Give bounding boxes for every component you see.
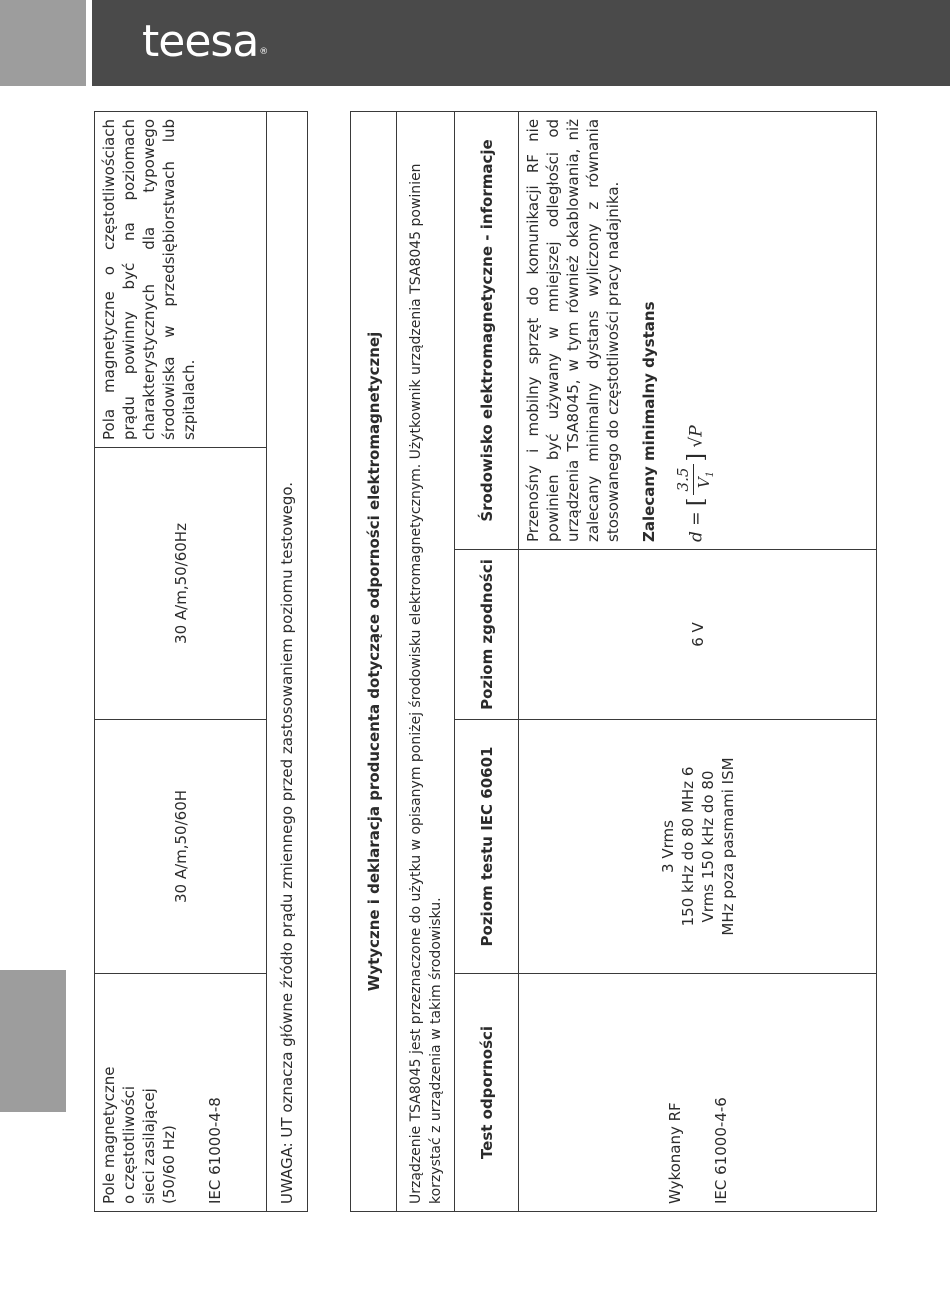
header-test: Test odporności	[455, 974, 519, 1212]
level-line: 3 Vrms	[658, 820, 677, 873]
header-compliance: Poziom zgodności	[455, 550, 519, 720]
min-distance-label: Zalecany minimalny dystans	[640, 301, 658, 542]
rf-compliance: 6 V	[519, 550, 877, 720]
side-tab	[0, 970, 66, 1112]
header-environment: Środowisko elektromagnetyczne - informacje	[455, 111, 519, 549]
header-level: Poziom testu IEC 60601	[455, 720, 519, 974]
formula-lhs: d =	[686, 511, 707, 542]
test-line: Pole magnetyczne	[100, 1066, 118, 1204]
test-cell	[95, 974, 267, 1212]
standard: IEC 61000-4-8	[206, 1097, 224, 1204]
rf-environment-cell	[519, 111, 877, 549]
formula-rhs: √P	[686, 425, 707, 448]
test-line: (50/60 Hz)	[160, 1125, 178, 1204]
rf-immunity-table	[350, 112, 877, 1212]
formula-denominator: V	[695, 477, 713, 489]
test-line: sieci zasilającej	[140, 1088, 158, 1204]
table-intro: Urządzenie TSA8045 jest przeznaczone do użytku w opisanym poniżej środowisku elektromagnetycznym. Użytkownik urządzenia TSA8045 powinien korzystać z urządzenia w takim środowisku.	[397, 111, 455, 1211]
rf-level-cell	[519, 720, 877, 974]
compliance-level: 30 A/m,50/60Hz	[95, 448, 267, 720]
test-line: o częstotliwości	[120, 1085, 138, 1204]
rf-environment: Przenośny i mobilny sprzęt do komunikacji RF nie powinien być używany w mniejszej odległości od urządzenia TSA8045, w tym również okablowania, niż zalecany minimalny dystans wyliczony z równania stosowanego do częstotliwości pracy nadajnika.	[524, 118, 622, 542]
magnetic-field-table	[94, 112, 308, 1212]
rf-test-cell	[519, 974, 877, 1212]
note: UWAGA: UT oznacza główne źródło prądu zmiennego przed zastosowaniem poziomu testowego.	[267, 112, 308, 1212]
level-line: Vrms 150 kHz do 80	[698, 770, 717, 923]
test-level: 30 A/m,50/60H	[95, 720, 267, 974]
header-grey-block	[0, 0, 86, 86]
distance-formula: d = [ 3.5 $V_1$ ] √P	[674, 425, 716, 542]
table-title: Wytyczne i deklaracja producenta dotyczące odporności elektromagnetycznej	[351, 111, 397, 1211]
guidance: Pola magnetyczne o częstotliwościach prądu powinny być na poziomach charakterystycznych dla typowego środowiska w przedsiębiorstwach lub szpitalach.	[95, 112, 267, 448]
rf-standard: IEC 61000-4-6	[711, 1097, 730, 1204]
level-line: 150 kHz do 80 MHz 6	[678, 766, 697, 927]
teesa-logo: teesa®	[142, 16, 268, 67]
rf-test: Wykonany RF	[665, 1102, 684, 1204]
formula-numerator: 3.5	[673, 464, 694, 496]
formula-subscript: 1	[705, 470, 716, 478]
level-line: MHz poza pasmami ISM	[718, 757, 737, 936]
